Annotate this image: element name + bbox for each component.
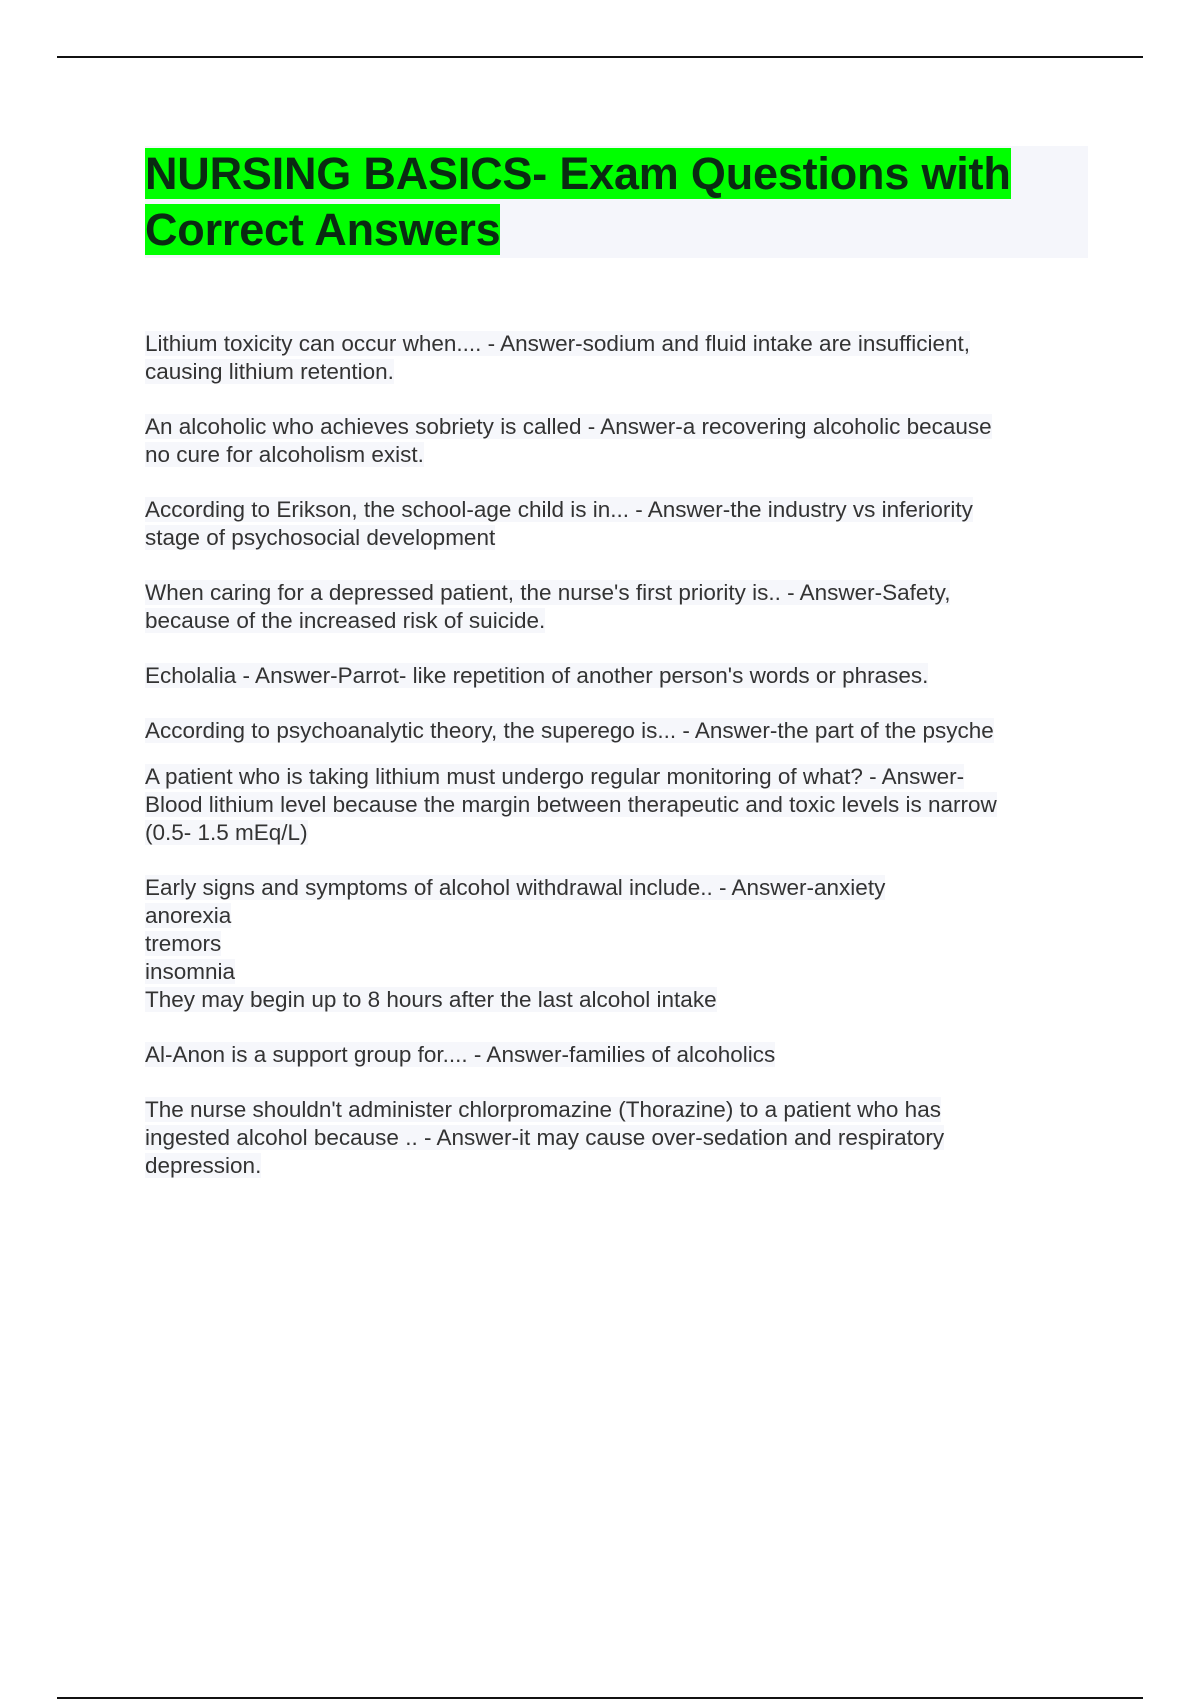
qa-item-6: According to psychoanalytic theory, the superego is... - Answer-the part of the psyche bbox=[145, 718, 994, 743]
qa-item-5: Echolalia - Answer-Parrot- like repetition of another person's words or phrases. bbox=[145, 663, 929, 688]
title-block bbox=[145, 146, 1088, 258]
top-rule bbox=[57, 56, 1143, 58]
qa-item-9: Al-Anon is a support group for.... - Answer-families of alcoholics bbox=[145, 1042, 776, 1067]
document-body bbox=[145, 146, 1090, 1207]
bottom-rule bbox=[57, 1697, 1143, 1699]
qa-item-10: The nurse shouldn't administer chlorpromazine (Thorazine) to a patient who has ingested alcohol because .. - Answer-it may cause over-sedation and respiratory depression. bbox=[145, 1097, 945, 1178]
qa-item-2: An alcoholic who achieves sobriety is called - Answer-a recovering alcoholic because no cure for alcoholism exist. bbox=[145, 414, 992, 467]
document-title-text: NURSING BASICS- Exam Questions with Correct Answers bbox=[145, 148, 1011, 255]
document-title bbox=[145, 146, 1088, 258]
qa-item-7: A patient who is taking lithium must undergo regular monitoring of what? - Answer- Blood lithium level because the margin between therapeutic and toxic levels is narrow (0.5- 1.5 mEq/L) bbox=[145, 764, 997, 845]
qa-item-1: Lithium toxicity can occur when.... - Answer-sodium and fluid intake are insufficient, causing lithium retention. bbox=[145, 331, 970, 384]
qa-item-8: Early signs and symptoms of alcohol withdrawal include.. - Answer-anxiety anorexia tremors insomnia They may begin up to 8 hours after the last alcohol intake bbox=[145, 875, 886, 1012]
qa-item-4: When caring for a depressed patient, the nurse's first priority is.. - Answer-Safety, because of the increased risk of suicide. bbox=[145, 580, 951, 633]
qa-item-3: According to Erikson, the school-age child is in... - Answer-the industry vs inferiority stage of psychosocial development bbox=[145, 497, 973, 550]
